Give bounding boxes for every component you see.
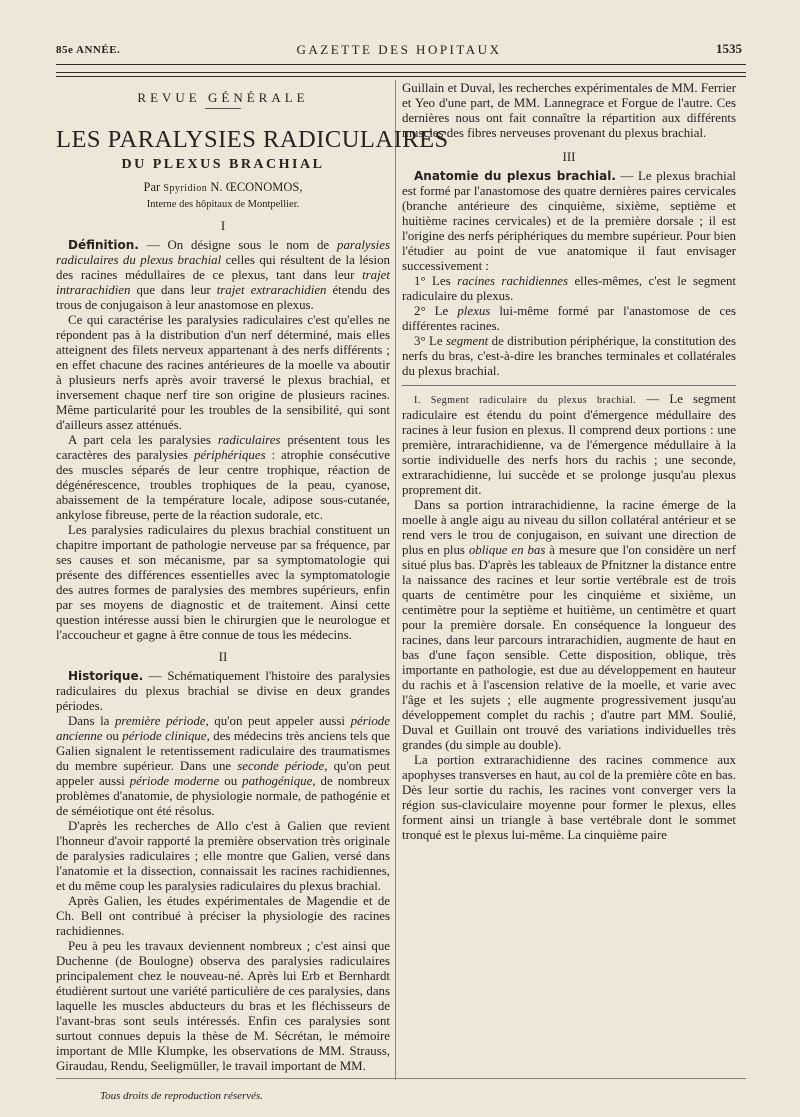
running-header <box>56 38 742 58</box>
paragraph: Après Galien, les études expérimentales de Magendie et de Ch. Bell ont contribué à préciser la physiologie des racines rachidiennes. <box>56 894 390 938</box>
section-heading: I. Segment radiculaire du plexus brachial. <box>414 395 637 406</box>
paragraph: Les paralysies radiculaires du plexus brachial constituent un chapitre important de pathologie nerveuse par sa fréquence, par ses causes et son mécanisme, par sa symptomatologie qui présente des différences essentielles avec la symptomatologie des autres formes de paralysies des membres supérieurs, enfin par ses moyens de diagnostic et de traitement. Ainsi cette question intéresse aussi bien le chirurgien que le neurologue et l'accoucheur et gagne à être connue de tous les médecins. <box>56 523 390 642</box>
left-column <box>56 80 449 1074</box>
header-rule <box>56 64 746 65</box>
paragraph: La portion extrarachidienne des racines commence aux apophyses transverses en haut, au col de la première côte en bas. Dès leur sortie du rachis, les racines vont converger vers la région sus-claviculaire moyenne pour former le plexus, elles forment ainsi un triangle à base vertébrale dont le sommet tronqué est le plexus lui-même. La cinquième paire <box>402 753 736 842</box>
author-name: N. ŒCONOMOS, <box>210 180 303 194</box>
header-rule <box>56 76 746 77</box>
paragraph: Anatomie du plexus brachial. — Le plexus brachial est formé par l'anastomose des quatre dernières paires cervicales (branche antérieure des cinquième, sixième, septième et huitième racines cervicales) et de la première dorsale ; il est l'origine des nerfs périphériques du membre supérieur. Pour bien l'étudier au point de vue anatomique il faut envisager successivement : <box>402 169 736 273</box>
divider <box>402 385 736 386</box>
header-year: 85e ANNÉE. <box>56 44 121 56</box>
article-title: LES PARALYSIES RADICULAIRES <box>56 126 449 153</box>
section-heading: Anatomie du plexus brachial. <box>414 169 616 183</box>
byline: Par Spyridion N. ŒCONOMOS, <box>143 180 303 194</box>
divider <box>205 108 241 109</box>
paragraph: I. Segment radiculaire du plexus brachial. — Le segment radiculaire est étendu du point d'émergence médullaire des racines à leur fusion en plexus. Il comprend deux portions : une première, intrarachidienne, va de l'émergence médullaire à la sortie individuelle des nerfs hors du rachis ; une seconde, extrarachidienne, lui succède et se prolonge jusqu'au plexus proprement dit. <box>402 392 736 497</box>
paragraph: D'après les recherches de Allo c'est à Galien que revient l'honneur d'avoir rapporté la première observation très originale de paralysies radiculaires ; elle montre que Galien, versé dans l'anatomie et la dissection, connaissait les racines rachidiennes, et du même coup les paralysies radiculaires du plexus brachial. <box>56 819 390 893</box>
paragraph: Ce qui caractérise les paralysies radiculaires c'est qu'elles ne répondent pas à la distribution d'un nerf déterminé, mais elles atteignent des filets nerveux appartenant à des nerfs différents ; en effet chacune des racines antérieures de la moelle va aboutir à plusieurs nerfs après avoir traversé le plexus brachial, et inversement chaque nerf tire son origine de plusieurs racines. Même particularité pour les troubles de la sensibilité, qui sont d'ailleurs assez atténués. <box>56 313 390 432</box>
paragraph: Définition. — On désigne sous le nom de paralysies radiculaires du plexus brachial celles qui résultent de la lésion des racines médullaires de ce plexus, tant dans leur trajet intrarachidien que dans leur trajet extrarachidien étendu des trous de conjugaison à leur anastomose en plexus. <box>56 238 390 312</box>
list-item: 1° Les racines rachidiennes elles-mêmes, c'est le segment radiculaire du plexus. <box>402 274 736 303</box>
section-numeral: I <box>220 218 226 233</box>
header-journal-title: GAZETTE DES HOPITAUX <box>296 42 502 57</box>
paragraph: Dans la première période, qu'on peut appeler aussi période ancienne ou période clinique, des médecins très anciens tels que Galien signalent le retentissement radiculaire des traumatismes du membre supérieur. Dans une seconde période, qu'on peut appeler aussi période moderne ou pathogénique, de nombreux problèmes d'anatomie, de physiologie normale, de pathogénie et de séméiotique ont été résolus. <box>56 714 391 818</box>
author-firstname: Spyridion <box>163 183 208 194</box>
paragraph-continuation: Guillain et Duval, les recherches expérimentales de MM. Ferrier et Yeo d'une part, de MM. Lannegrace et Forgue de l'autre. Ces dernières nous ont fait connaître la répartition aux différents muscles des fibres nerveuses provenant du plexus brachial. <box>402 81 736 140</box>
list-item: 3° Le segment de distribution périphérique, la constitution des nerfs du bras, c'est-à-dire les branches terminales et collatérales du plexus brachial. <box>402 334 736 378</box>
section-numeral: II <box>218 649 228 664</box>
section-heading: Historique. <box>68 669 144 683</box>
section-numeral: III <box>562 149 576 164</box>
header-rule <box>56 72 746 73</box>
column-divider <box>395 80 396 1080</box>
header-page-number: 1535 <box>716 41 742 56</box>
list-item: 2° Le plexus lui-même formé par l'anastomose de ces différentes racines. <box>402 304 736 333</box>
footer-note: Tous droits de reproduction réservés. <box>100 1090 264 1102</box>
paragraph: Dans sa portion intrarachidienne, la racine émerge de la moelle à angle aigu au niveau du sillon collatéral antérieur et se rend vers le trou de conjugaison, en suivant une direction de plus en plus oblique en bas à mesure que l'on considère un nerf situé plus bas. D'après les tableaux de Pfnitzner la distance entre la naissance des racines et leur sortie vertébrale est de trois quarts de centimètre pour les cinquième et sixième, un centimètre pour la septième et huitième, un centimètre et quart pour la première dorsale. En conséquence la longueur des racines, dans leur parcours intrarachidien, augmente de haut en bas d'une façon sensible. Cette disposition, oblique, très importante en pathologie, est due au développement en hauteur du rachis et à l'ascension relative de la moelle, et varie avec l'âge et les sujets ; elle augmente progressivement jusqu'au développement complet du rachis ; d'autre part MM. Soulié, Duval et Guillain ont trouvé des variations individuelles très grandes (du simple au double). <box>402 498 736 752</box>
paragraph: Historique. — Schématiquement l'histoire des paralysies radiculaires du plexus brachial se divise en deux grandes périodes. <box>56 669 390 713</box>
article-subtitle: DU PLEXUS BRACHIAL <box>121 157 325 172</box>
paragraph: A part cela les paralysies radiculaires présentent tous les caractères des paralysies périphériques : atrophie consécutive des muscles séparés de leur centre trophique, réaction de dégénérescence, troubles trophiques de la peau, cyanose, abaissement de la température locale, adipose sous-cutanée, ankylose fibreuse, perte de la réaction sudorale, etc. <box>56 433 390 522</box>
footer-rule <box>56 1078 746 1079</box>
section-label: REVUE GÉNÉRALE <box>137 90 309 105</box>
right-column <box>402 81 736 843</box>
author-affiliation: Interne des hôpitaux de Montpellier. <box>146 199 300 210</box>
paragraph: Peu à peu les travaux deviennent nombreux ; c'est ainsi que Duchenne (de Boulogne) observa des paralysies radiculaires principalement chez le nouveau-né. Après lui Erb et Bernhardt étudièrent surtout une variété particulière de ces paralysies, dans laquelle les muscles abducteurs du bras et les fléchisseurs de l'avant-bras sont seuls intéressés. Enfin ces paralysies sont surtout connues depuis la thèse de M. Sécrétan, le mémoire important de Mlle Klumpke, les observations de MM. Strauss, Giraudau, Rendu, Seeligmüller, le travail important de MM. <box>56 939 390 1073</box>
section-heading: Définition. <box>68 238 139 252</box>
